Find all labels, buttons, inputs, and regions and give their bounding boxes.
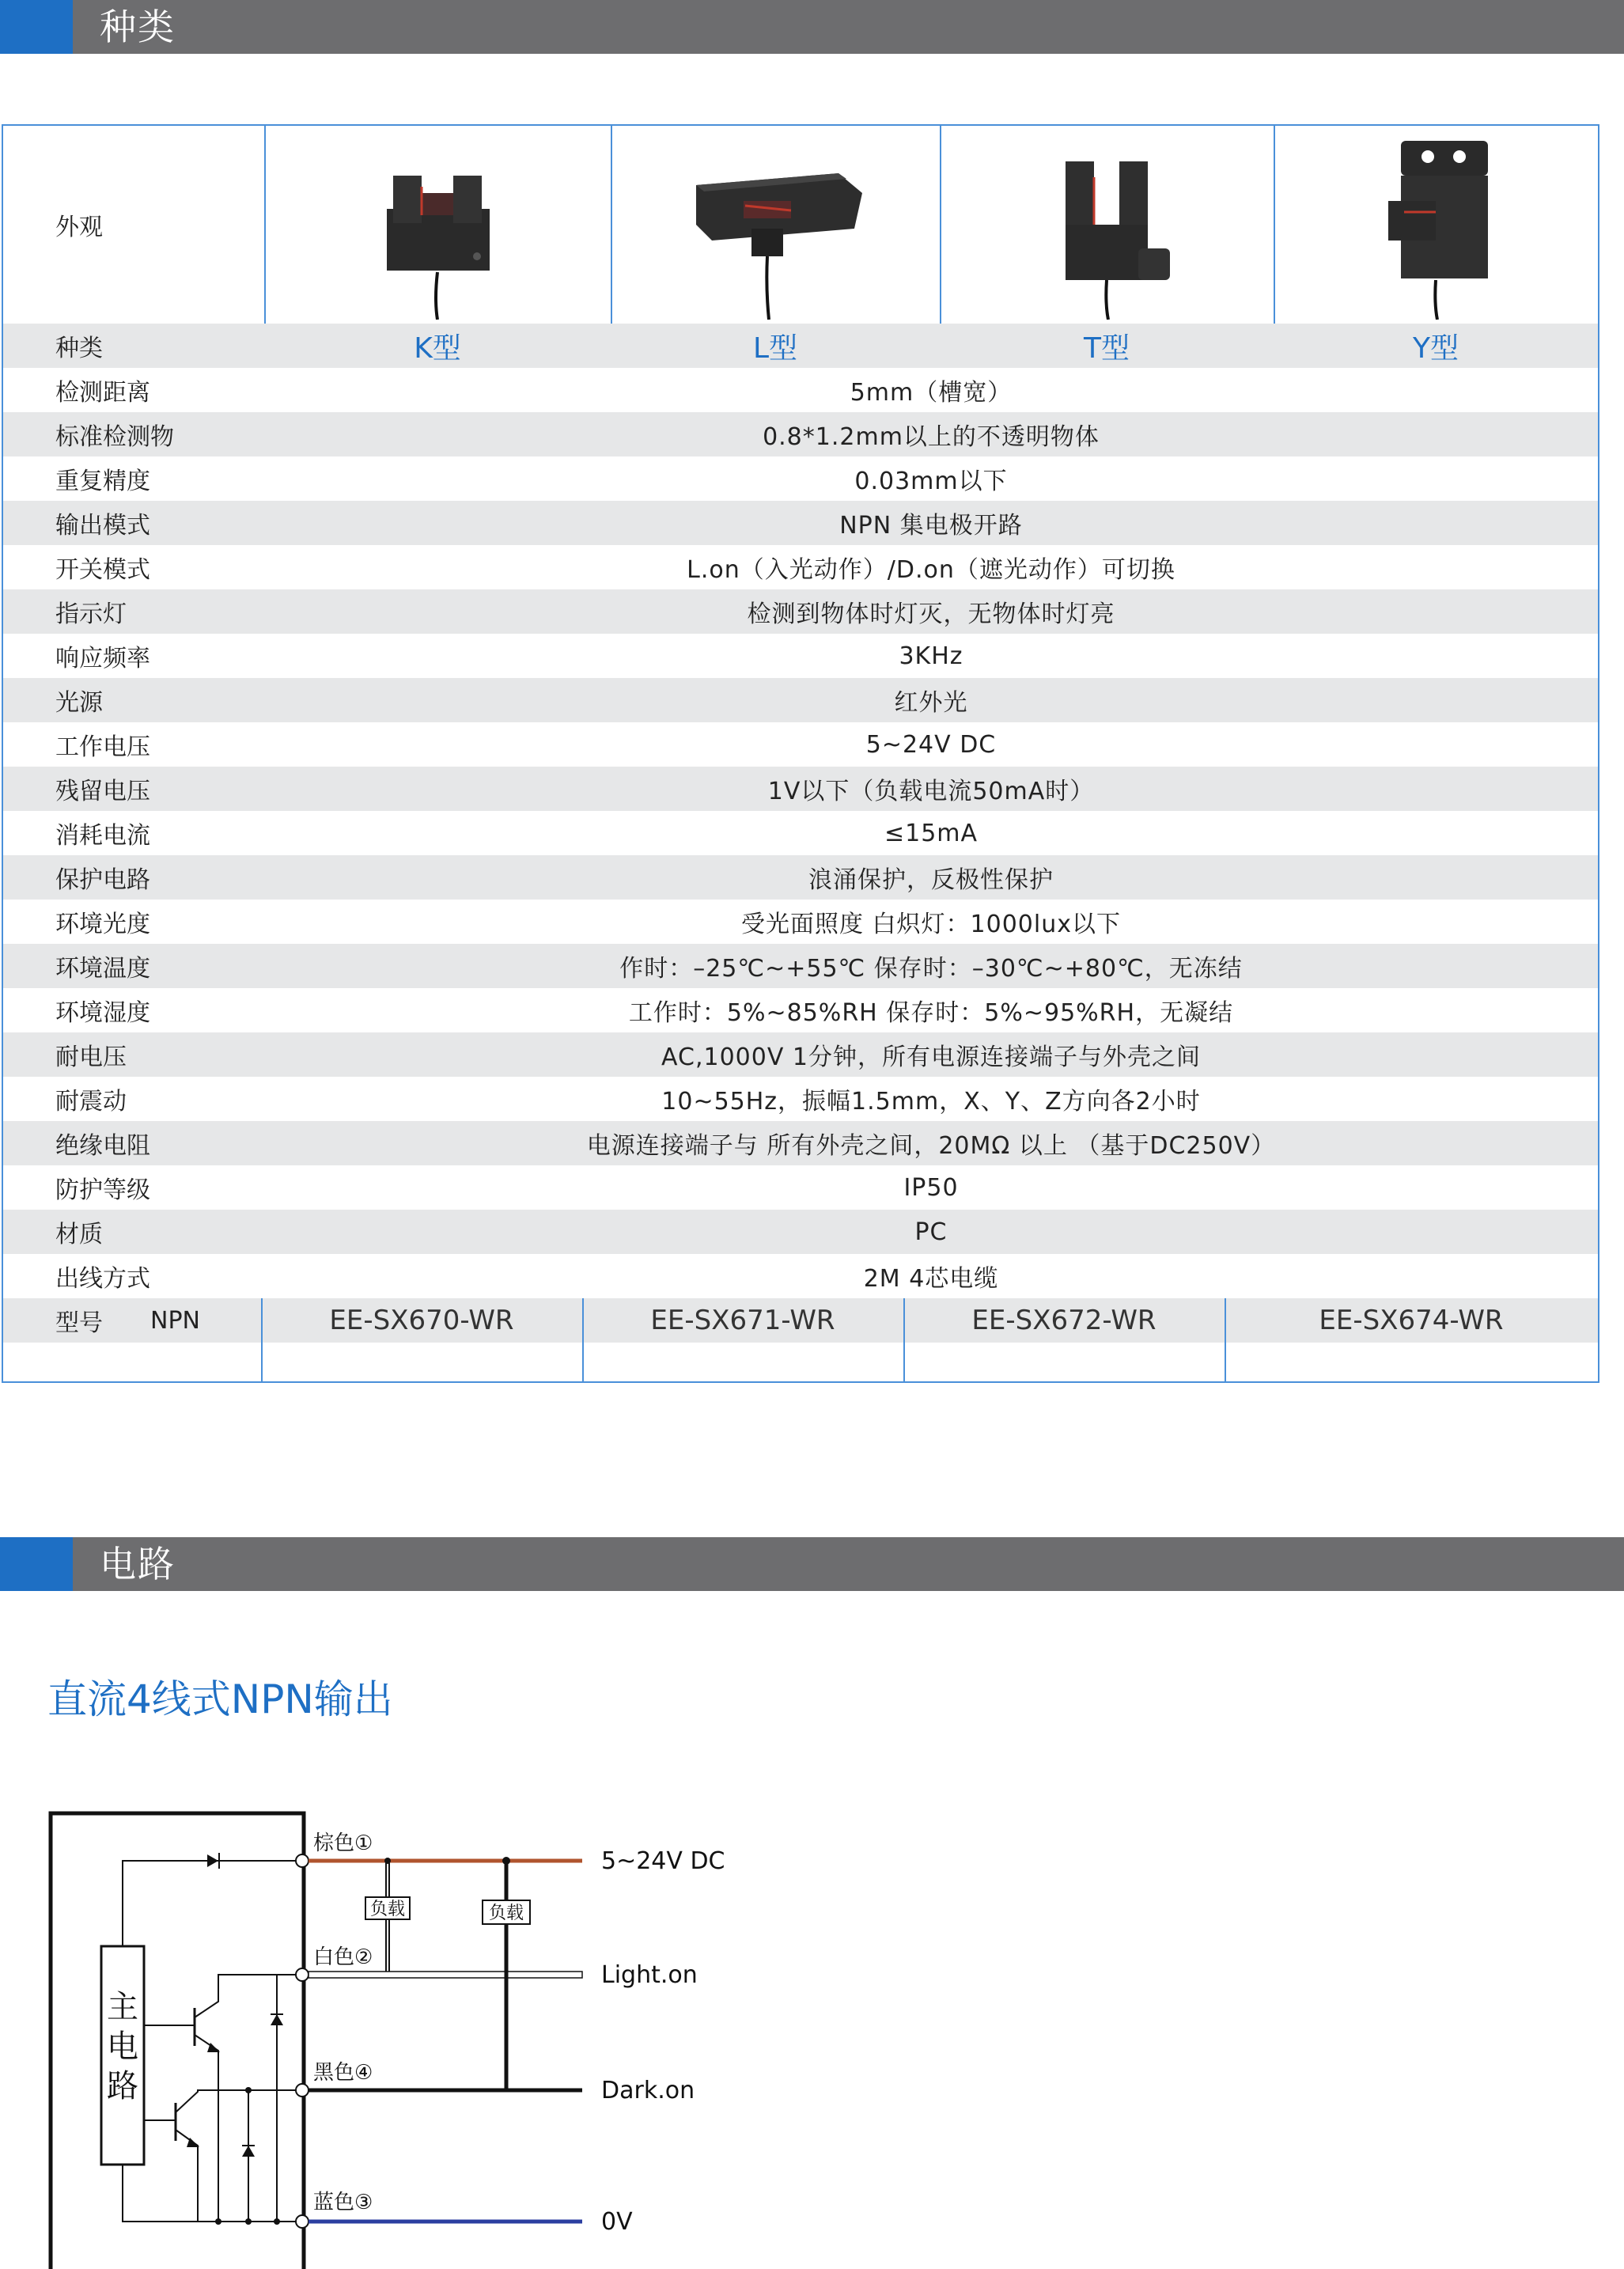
spec-row — [3, 456, 1598, 501]
spec-label: 残留电压 — [55, 778, 150, 805]
spec-row — [3, 412, 1598, 456]
wire-label-dark-on: Dark.on — [601, 2077, 695, 2104]
main-circuit-char: 电 — [107, 2028, 138, 2065]
type-label: 种类 — [55, 335, 103, 362]
spec-label: 防护等级 — [55, 1176, 150, 1204]
model-sx670: EE-SX670-WR — [329, 1305, 514, 1336]
wire-label-supply: 5~24V DC — [601, 1847, 725, 1875]
sensor-image-y — [1274, 126, 1598, 324]
section-title: 电路 — [100, 1543, 176, 1585]
spec-value: 5~24V DC — [865, 730, 997, 759]
spec-row — [3, 589, 1598, 634]
spec-row — [3, 767, 1598, 811]
spec-row — [3, 1254, 1598, 1298]
wire-white — [309, 1972, 582, 1978]
main-circuit-char: 路 — [107, 2068, 138, 2104]
junction-dot — [245, 2087, 252, 2093]
spec-row — [3, 1077, 1598, 1121]
l-type-sensor-icon — [680, 130, 870, 320]
spec-value: L.on（入光动作）/D.on（遮光动作）可切换 — [687, 556, 1175, 584]
spec-row — [3, 1165, 1598, 1210]
junction-dot — [384, 1858, 391, 1864]
model-sx672: EE-SX672-WR — [971, 1305, 1156, 1336]
spec-row — [3, 722, 1598, 767]
wire-name-white: 白色② — [313, 1945, 373, 1969]
spec-label: 消耗电流 — [55, 822, 150, 850]
main-circuit-char: 主 — [107, 1989, 138, 2025]
spec-label: 工作电压 — [55, 733, 150, 761]
spec-value: 作时：–25℃~+55℃ 保存时：–30℃~+80℃，无冻结 — [619, 955, 1243, 983]
transistor-collector — [195, 1975, 277, 2017]
cell-divider — [261, 1298, 263, 1381]
type-k: K型 — [414, 331, 461, 365]
sensor-image-k — [264, 126, 611, 324]
spec-value: 1V以下（负载电流50mA时） — [767, 778, 1095, 805]
spec-row — [3, 855, 1598, 900]
model-sx674: EE-SX674-WR — [1319, 1305, 1504, 1336]
junction-dot — [245, 2218, 252, 2225]
sensor-outline — [51, 1813, 304, 2269]
type-y: Y型 — [1413, 331, 1459, 365]
model-row — [3, 1298, 1598, 1343]
spec-value: 红外光 — [894, 689, 968, 717]
cell-divider — [903, 1298, 905, 1381]
spec-value: 0.8*1.2mm以上的不透明物体 — [763, 423, 1100, 451]
spec-label: 耐电压 — [55, 1044, 127, 1071]
type-t: T型 — [1084, 331, 1130, 365]
spec-label: 出线方式 — [55, 1265, 150, 1293]
sensor-image-l — [611, 126, 940, 324]
section-title: 种类 — [100, 6, 176, 48]
spec-label: 检测距离 — [55, 379, 150, 407]
junction-dot — [215, 2218, 221, 2225]
t-type-sensor-icon — [1028, 130, 1186, 320]
internal-wire — [123, 2165, 302, 2222]
spec-row — [3, 368, 1598, 412]
spec-label: 环境湿度 — [55, 999, 150, 1027]
section-accent — [0, 0, 73, 54]
model-label-text: 型号 — [55, 1309, 103, 1337]
spec-label: 重复精度 — [55, 468, 150, 495]
wire-name-brown: 棕色① — [313, 1831, 373, 1855]
spec-label: 保护电路 — [55, 866, 150, 894]
spec-value: 浪涌保护，反极性保护 — [808, 866, 1054, 894]
type-l: L型 — [752, 331, 798, 365]
sensor-image-t — [940, 126, 1274, 324]
circuit-title: 直流4线式NPN输出 — [47, 1676, 393, 1722]
spec-value: NPN 集电极开路 — [839, 512, 1023, 540]
spec-value: 0.03mm以下 — [854, 468, 1008, 495]
spec-row — [3, 678, 1598, 722]
spec-value: IP50 — [903, 1173, 959, 1202]
spec-label: 开关模式 — [55, 556, 150, 584]
spec-label: 绝缘电阻 — [55, 1132, 150, 1160]
spec-value: 5mm（槽宽） — [850, 379, 1013, 407]
y-type-sensor-icon — [1357, 130, 1515, 320]
spec-label: 光源 — [55, 689, 103, 717]
spec-label: 指示灯 — [55, 600, 127, 628]
npn-circuit-diagram — [0, 1788, 759, 2269]
wire-name-blue: 蓝色③ — [313, 2191, 373, 2214]
transistor-collector — [176, 2090, 302, 2112]
spec-label: 标准检测物 — [55, 423, 174, 451]
spec-row — [3, 501, 1598, 545]
junction-dot — [502, 1857, 510, 1865]
model-blank-row — [3, 1343, 1598, 1381]
model-npn-text: NPN — [150, 1306, 200, 1335]
diode-icon — [242, 2146, 255, 2157]
spec-row — [3, 1121, 1598, 1165]
spec-row — [3, 545, 1598, 589]
cell-divider — [582, 1298, 584, 1381]
spec-value: AC,1000V 1分钟，所有电源连接端子与外壳之间 — [661, 1044, 1201, 1071]
type-row — [3, 324, 1598, 368]
spec-row — [3, 811, 1598, 855]
spec-value: PC — [914, 1218, 948, 1246]
spec-value: 2M 4芯电缆 — [863, 1265, 999, 1293]
appearance-row — [3, 126, 1598, 324]
wire-label-0v: 0V — [601, 2208, 633, 2236]
model-sx671: EE-SX671-WR — [650, 1305, 835, 1336]
spec-row — [3, 1032, 1598, 1077]
terminal-black — [296, 2084, 309, 2097]
spec-value: 检测到物体时灯灭，无物体时灯亮 — [747, 600, 1115, 628]
diode-icon — [207, 1854, 218, 1867]
k-type-sensor-icon — [358, 130, 517, 320]
spec-row — [3, 988, 1598, 1032]
spec-value: 3KHz — [899, 642, 963, 670]
load-label-2: 负载 — [488, 1903, 524, 1923]
section-header-circuit — [0, 1537, 1624, 1591]
spec-table — [2, 124, 1599, 1383]
spec-label: 环境温度 — [55, 955, 150, 983]
load-label-1: 负载 — [369, 1900, 406, 1919]
section-header-types — [0, 0, 1624, 54]
spec-label: 耐震动 — [55, 1088, 127, 1116]
spec-label: 响应频率 — [55, 645, 150, 672]
spec-label: 输出模式 — [55, 512, 150, 540]
spec-label: 环境光度 — [55, 911, 150, 938]
spec-value: 工作时：5%~85%RH 保存时：5%~95%RH，无凝结 — [628, 999, 1234, 1027]
terminal-brown — [296, 1854, 309, 1867]
section-accent — [0, 1537, 73, 1591]
spec-row — [3, 944, 1598, 988]
terminal-white — [296, 1968, 309, 1981]
junction-dot — [274, 2218, 280, 2225]
appearance-label: 外观 — [55, 214, 103, 241]
model-label — [55, 1298, 200, 1343]
cell-divider — [1225, 1298, 1226, 1381]
spec-value: 受光面照度 白炽灯：1000lux以下 — [741, 911, 1121, 938]
spec-row — [3, 1210, 1598, 1254]
spec-value: ≤15mA — [884, 819, 979, 847]
spec-value: 10~55Hz，振幅1.5mm，X、Y、Z方向各2小时 — [661, 1088, 1201, 1116]
spec-label: 材质 — [55, 1221, 103, 1248]
internal-wire — [123, 1861, 302, 1946]
diode-icon — [271, 2014, 283, 2025]
spec-row — [3, 900, 1598, 944]
wire-name-black: 黑色④ — [313, 2061, 373, 2085]
spec-row — [3, 634, 1598, 678]
spec-value: 电源连接端子与 所有外壳之间，20MΩ 以上 （基于DC250V） — [586, 1132, 1276, 1160]
wire-label-light-on: Light.on — [601, 1961, 698, 1989]
terminal-blue — [296, 2215, 309, 2228]
